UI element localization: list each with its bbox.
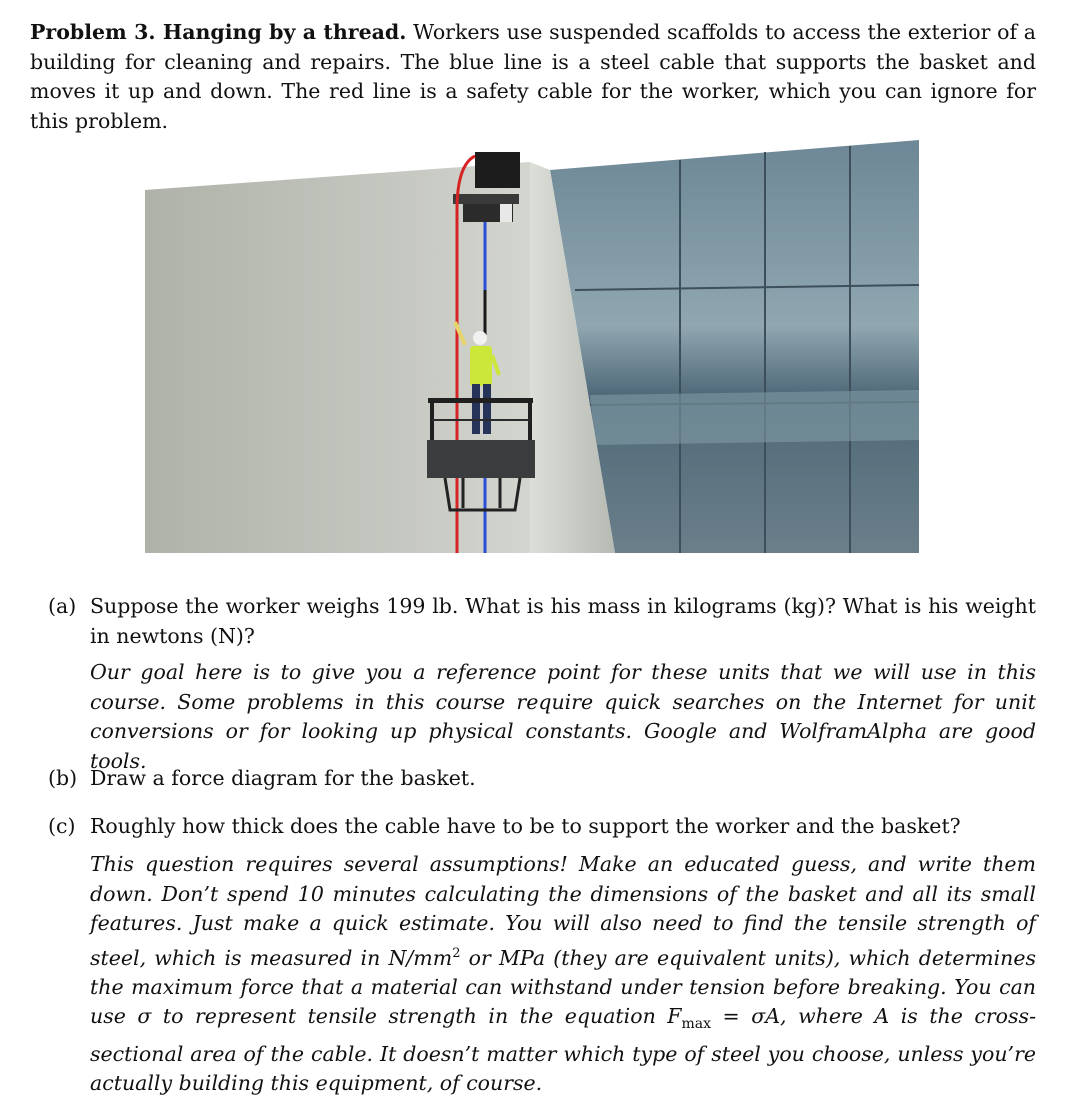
part-b-question: Draw a force diagram for the basket. xyxy=(90,766,476,790)
part-a xyxy=(48,592,1038,652)
problem-intro xyxy=(30,18,1036,136)
part-c-note-subscript: max xyxy=(681,1016,712,1033)
part-b-label: (b) xyxy=(48,766,78,790)
part-c-note-text-3: = σA, where A is the cross-sectional area of the cable. It doesn’t matter which type of steel you choose, unless you’re actually building this equipment, of course. xyxy=(90,1004,1036,1096)
glass-facade xyxy=(550,140,919,553)
part-a-question: Suppose the worker weighs 199 lb. What is his mass in kilograms (kg)? What is his weight in newtons (N)? xyxy=(90,594,1036,648)
part-c-note-text-1: This question requires several assumptions! Make an educated guess, and write them down. Don’t spend 10 minutes calculating the dimensions of the basket and all its small features. Just make a quick estimate. You will also need to find the tensile strength of steel, which is measured in N/mm xyxy=(90,852,1036,970)
part-c-note-text-2: or MPa (they are equivalent units), which determines the maximum force that a material can withstand under tension before breaking. You can use σ to represent tensile strength in the equation F xyxy=(90,945,1037,1029)
part-c-label: (c) xyxy=(48,814,76,838)
concrete-wall xyxy=(145,162,615,553)
part-c xyxy=(48,812,1038,842)
part-c-note-unit-exponent: 2 xyxy=(452,945,461,961)
scaffold-illustration xyxy=(145,140,919,553)
scaffold-illustration-svg xyxy=(145,140,919,553)
part-a-label: (a) xyxy=(48,594,77,618)
part-c-question: Roughly how thick does the cable have to be to support the worker and the basket? xyxy=(90,814,961,838)
problem-intro-text: Workers use suspended scaffolds to access the exterior of a building for cleaning and repairs. The blue line is a steel cable that supports the basket and moves it up and down. The red line is a safety cable for the worker, which you can ignore for this problem. xyxy=(30,20,1037,133)
part-b xyxy=(48,764,1038,794)
part-c-note xyxy=(90,850,1036,1099)
problem-heading: Problem 3. Hanging by a thread. xyxy=(30,20,407,44)
part-a-note: Our goal here is to give you a reference point for these units that we will use in this course. Some problems in this course require quick searches on the Internet for unit conversions or for looking up physical constants. Google and WolframAlpha are good tools. xyxy=(90,660,1036,773)
